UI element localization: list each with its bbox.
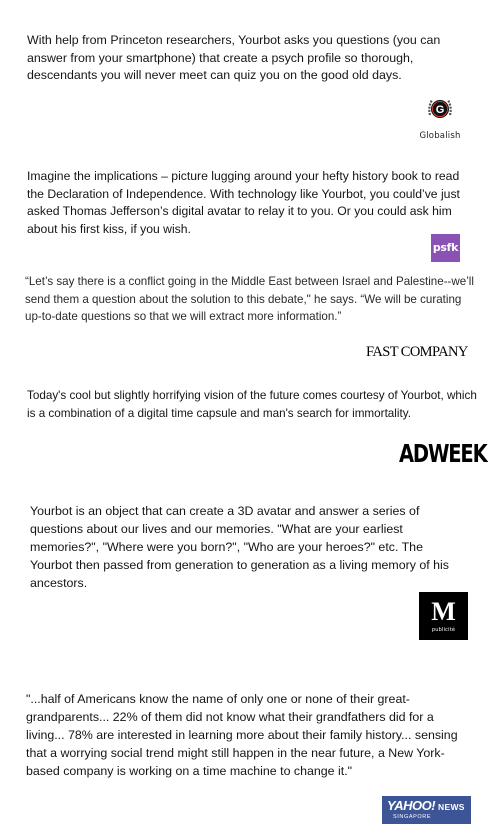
adweek-logo: ADWEEK [399, 439, 487, 468]
quote-adweek: Today's cool but slightly horrifying vision of the future comes courtesy of Yourbot, which is a combination of a digital time capsule and man's search for immortality. [27, 389, 477, 420]
quote-mpublicite: Yourbot is an object that can create a 3D avatar and answer a series of questions about our lives and our memories. "What are your earliest memories?", "Where were you born?", "Who are your heroes?" etc. The Yourbot then passed from generation to generation as a living memory of his ancestors. [30, 504, 450, 590]
yahoo-news-word: NEWS [438, 802, 465, 812]
m-publicite-sub: publicité [431, 627, 456, 633]
globalish-logo [412, 95, 468, 145]
quote-psfk: Imagine the implications – picture lugging around your hefty history book to read the Declaration of Independence. With technology like Yourbot, you could’ve just asked Thomas Jefferson’s digital avatar to relay it to you. Or you could ask him about his first kiss, if you wish. [27, 169, 460, 236]
globalish-word: Globalish [419, 131, 461, 141]
quote-fastcompany: “Let’s say there is a conflict going in the Middle East between Israel and Palestine--we’ll send them a question about the solution to this debate," he says. “We will be curating up-to-date questions so that we will extract more information.” [25, 275, 474, 323]
yahoo-news-logo [382, 796, 471, 824]
m-publicite-letter: M [431, 597, 456, 626]
yahoo-region: SINGAPORE [393, 814, 432, 820]
quote-yahoo: "...half of Americans know the name of only one or none of their great-grandparents... 22% of them did not know what their grandfathers did for a living... 78% are interested in learning more about their family history... sensing that a worrying social trend might still happen in the near future, a New York-based company is working on a time machine to change it." [26, 692, 458, 778]
yahoo-brand: YAHOO! [387, 798, 436, 813]
laurel-icon [425, 95, 455, 125]
m-publicite-logo [419, 592, 468, 640]
fast-company-logo: FAST COMPANY [366, 344, 468, 360]
psfk-logo: psfk [431, 234, 460, 262]
quote-globalish: With help from Princeton researchers, Yourbot asks you questions (you can answer from your smartphone) that create a psych profile so thorough, descendants you will never meet can quiz you on the good old days. [27, 33, 441, 82]
globalish-letter: G [435, 104, 445, 116]
